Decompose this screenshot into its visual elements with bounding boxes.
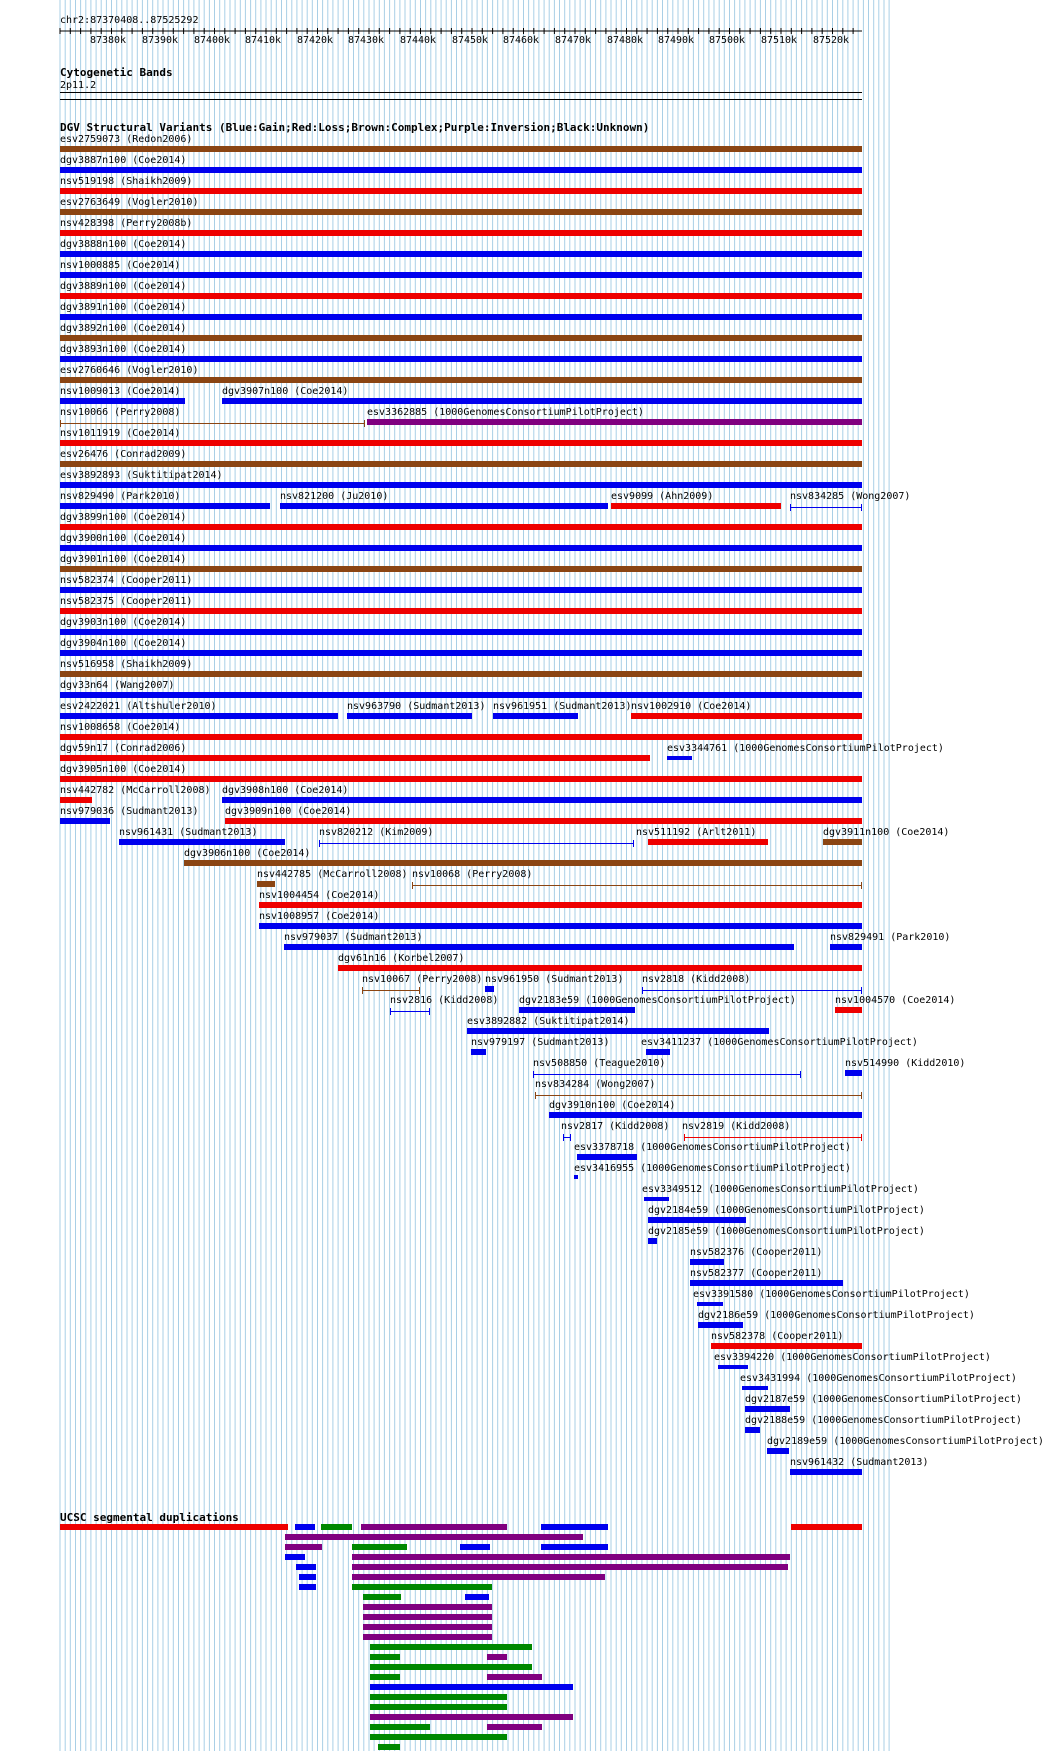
variant-label[interactable]: nsv829491 (Park2010): [830, 932, 951, 943]
variant-label[interactable]: dgv3911n100 (Coe2014): [823, 827, 950, 838]
variant-label[interactable]: esv26476 (Conrad2009): [60, 449, 187, 460]
variant-bar[interactable]: [60, 398, 185, 404]
segdup-bar[interactable]: [541, 1544, 608, 1550]
variant-label[interactable]: nsv2818 (Kidd2008): [642, 974, 751, 985]
variant-bar[interactable]: [648, 839, 768, 845]
variant-bar[interactable]: [60, 230, 862, 236]
variant-bar[interactable]: [60, 146, 862, 152]
variant-bar[interactable]: [60, 423, 365, 424]
variant-bar[interactable]: [60, 713, 338, 719]
variant-bar[interactable]: [60, 503, 270, 509]
variant-label[interactable]: esv2759073 (Redon2006): [60, 134, 193, 145]
variant-bar[interactable]: [60, 293, 862, 299]
variant-label[interactable]: esv9099 (Ahn2009): [611, 491, 714, 502]
variant-label[interactable]: nsv961951 (Sudmant2013): [493, 701, 632, 712]
segdup-bar[interactable]: [352, 1564, 788, 1570]
segdup-bar[interactable]: [361, 1524, 507, 1530]
variant-bar[interactable]: [222, 797, 862, 803]
variant-bar[interactable]: [631, 713, 862, 719]
segdup-bar[interactable]: [378, 1744, 400, 1750]
ruler-tick-label: 87400k: [193, 35, 231, 46]
variant-bar[interactable]: [648, 1217, 746, 1223]
variant-label[interactable]: esv3411237 (1000GenomesConsortiumPilotProject): [641, 1037, 918, 1048]
variant-bar-end: [861, 1092, 862, 1099]
variant-bar[interactable]: [642, 990, 862, 991]
variant-bar[interactable]: [259, 923, 862, 929]
variant-label[interactable]: dgv61n16 (Korbel2007): [338, 953, 465, 964]
variant-label[interactable]: nsv582374 (Cooper2011): [60, 575, 193, 586]
variant-label[interactable]: nsv1000885 (Coe2014): [60, 260, 181, 271]
variant-label[interactable]: nsv516958 (Shaikh2009): [60, 659, 193, 670]
variant-label[interactable]: dgv2185e59 (1000GenomesConsortiumPilotProject): [648, 1226, 925, 1237]
variant-bar-end: [684, 1134, 685, 1141]
ruler-tick-label: 87390k: [141, 35, 179, 46]
variant-bar[interactable]: [790, 507, 862, 508]
variant-bar[interactable]: [745, 1427, 760, 1433]
variant-bar[interactable]: [60, 608, 862, 614]
variant-bar[interactable]: [471, 1049, 486, 1055]
variant-bar[interactable]: [60, 671, 862, 677]
variant-bar[interactable]: [60, 314, 862, 320]
segdup-bar[interactable]: [60, 1524, 288, 1530]
variant-label[interactable]: nsv2816 (Kidd2008): [390, 995, 499, 1006]
variant-label[interactable]: nsv979036 (Sudmant2013): [60, 806, 199, 817]
variant-label[interactable]: dgv59n17 (Conrad2006): [60, 743, 187, 754]
variant-bar-end: [364, 420, 365, 427]
variant-label[interactable]: dgv3887n100 (Coe2014): [60, 155, 187, 166]
variant-bar[interactable]: [60, 629, 862, 635]
variant-bar[interactable]: [467, 1028, 769, 1034]
variant-label[interactable]: nsv1002910 (Coe2014): [631, 701, 752, 712]
variant-bar[interactable]: [60, 650, 862, 656]
variant-label[interactable]: nsv442785 (McCarroll2008): [257, 869, 408, 880]
variant-label[interactable]: nsv514990 (Kidd2010): [845, 1058, 966, 1069]
variant-label[interactable]: esv3362885 (1000GenomesConsortiumPilotProject): [367, 407, 644, 418]
variant-label[interactable]: nsv582375 (Cooper2011): [60, 596, 193, 607]
variant-label[interactable]: esv3349512 (1000GenomesConsortiumPilotProject): [642, 1184, 919, 1195]
variant-bar[interactable]: [60, 692, 862, 698]
variant-bar[interactable]: [611, 503, 781, 509]
variant-label[interactable]: esv3391580 (1000GenomesConsortiumPilotProject): [693, 1289, 970, 1300]
variant-label[interactable]: nsv1011919 (Coe2014): [60, 428, 181, 439]
variant-bar-end: [319, 840, 320, 847]
variant-label[interactable]: dgv2189e59 (1000GenomesConsortiumPilotProject): [767, 1436, 1044, 1447]
variant-bar[interactable]: [644, 1197, 669, 1201]
variant-bar[interactable]: [60, 566, 862, 572]
variant-label[interactable]: nsv582376 (Cooper2011): [690, 1247, 823, 1258]
segdup-bar[interactable]: [363, 1604, 492, 1610]
variant-bar[interactable]: [60, 209, 862, 215]
variant-bar[interactable]: [60, 167, 862, 173]
variant-label[interactable]: nsv821200 (Ju2010): [280, 491, 389, 502]
segdup-bar[interactable]: [487, 1724, 542, 1730]
variant-label[interactable]: esv3378718 (1000GenomesConsortiumPilotProject): [574, 1142, 851, 1153]
segdup-bar[interactable]: [295, 1524, 315, 1530]
variant-bar-end: [861, 987, 862, 994]
segdup-bar[interactable]: [541, 1524, 608, 1530]
variant-bar[interactable]: [60, 734, 862, 740]
variant-bar[interactable]: [535, 1095, 862, 1096]
variant-bar[interactable]: [60, 587, 862, 593]
variant-bar-end: [412, 882, 413, 889]
variant-label[interactable]: nsv1008658 (Coe2014): [60, 722, 181, 733]
ruler-tick-label: 87480k: [606, 35, 644, 46]
variant-label[interactable]: nsv2817 (Kidd2008): [561, 1121, 670, 1132]
segdup-bar[interactable]: [285, 1534, 583, 1540]
variant-label[interactable]: dgv3905n100 (Coe2014): [60, 764, 187, 775]
variant-bar[interactable]: [284, 944, 794, 950]
variant-label[interactable]: dgv3888n100 (Coe2014): [60, 239, 187, 250]
variant-bar[interactable]: [574, 1175, 578, 1179]
variant-bar[interactable]: [119, 839, 285, 845]
variant-bar-end: [790, 504, 791, 511]
variant-label[interactable]: nsv519198 (Shaikh2009): [60, 176, 193, 187]
variant-bar-end: [563, 1134, 564, 1141]
variant-label[interactable]: esv3892882 (Suktitipat2014): [467, 1016, 630, 1027]
variant-label[interactable]: nsv582378 (Cooper2011): [711, 1331, 844, 1342]
variant-bar-end: [642, 987, 643, 994]
segdup-bar[interactable]: [370, 1704, 507, 1710]
variant-bar[interactable]: [684, 1137, 862, 1138]
ruler-tick-label: 87440k: [399, 35, 437, 46]
segdup-bar[interactable]: [370, 1734, 507, 1740]
variant-bar[interactable]: [184, 860, 862, 866]
ruler-tick-label: 87490k: [657, 35, 695, 46]
variant-label[interactable]: nsv829490 (Park2010): [60, 491, 181, 502]
variant-bar-end: [533, 1071, 534, 1078]
variant-bar[interactable]: [519, 1007, 635, 1013]
variant-label[interactable]: dgv2183e59 (1000GenomesConsortiumPilotProject): [519, 995, 796, 1006]
segdup-bar[interactable]: [352, 1554, 790, 1560]
variant-bar-end: [570, 1134, 571, 1141]
variant-bar[interactable]: [60, 818, 110, 824]
segdup-bar[interactable]: [352, 1574, 605, 1580]
segdup-bar[interactable]: [465, 1594, 489, 1600]
ruler-tick-label: 87410k: [244, 35, 282, 46]
variant-label[interactable]: dgv3904n100 (Coe2014): [60, 638, 187, 649]
variant-label[interactable]: nsv961950 (Sudmant2013): [485, 974, 624, 985]
variant-bar[interactable]: [698, 1322, 743, 1328]
variant-bar[interactable]: [60, 776, 862, 782]
variant-bar[interactable]: [823, 839, 862, 845]
variant-bar[interactable]: [835, 1007, 862, 1013]
ruler-tick-label: 87420k: [296, 35, 334, 46]
variant-bar-end: [861, 882, 862, 889]
variant-bar[interactable]: [845, 1070, 862, 1076]
segdup-bar[interactable]: [370, 1644, 532, 1650]
variant-bar[interactable]: [60, 524, 862, 530]
variant-bar[interactable]: [711, 1343, 862, 1349]
variant-label[interactable]: nsv442782 (McCarroll2008): [60, 785, 211, 796]
variant-label[interactable]: dgv3906n100 (Coe2014): [184, 848, 311, 859]
variant-label[interactable]: esv2763649 (Vogler2010): [60, 197, 199, 208]
variant-bar[interactable]: [225, 818, 862, 824]
variant-label[interactable]: dgv2187e59 (1000GenomesConsortiumPilotProject): [745, 1394, 1022, 1405]
variant-bar-end: [362, 987, 363, 994]
variant-bar[interactable]: [60, 545, 862, 551]
ruler-tick-label: 87500k: [708, 35, 746, 46]
ruler-tick-label: 87430k: [347, 35, 385, 46]
variant-label[interactable]: nsv961432 (Sudmant2013): [790, 1457, 929, 1468]
variant-label[interactable]: nsv1009013 (Coe2014): [60, 386, 181, 397]
segdup-bar[interactable]: [370, 1664, 532, 1670]
ruler-tick-label: 87380k: [89, 35, 127, 46]
variant-bar[interactable]: [280, 503, 608, 509]
variant-bar[interactable]: [690, 1280, 843, 1286]
variant-label[interactable]: nsv1004454 (Coe2014): [259, 890, 380, 901]
variant-bar[interactable]: [257, 881, 275, 887]
variant-bar[interactable]: [830, 944, 862, 950]
variant-label[interactable]: dgv3908n100 (Coe2014): [222, 785, 349, 796]
variant-label[interactable]: dgv3907n100 (Coe2014): [222, 386, 349, 397]
variant-label[interactable]: nsv820212 (Kim2009): [319, 827, 434, 838]
segdup-bar[interactable]: [363, 1594, 401, 1600]
segdup-bar[interactable]: [460, 1544, 490, 1550]
variant-label[interactable]: dgv3892n100 (Coe2014): [60, 323, 187, 334]
variant-label[interactable]: dgv3899n100 (Coe2014): [60, 512, 187, 523]
variant-label[interactable]: dgv3893n100 (Coe2014): [60, 344, 187, 355]
segdup-bar[interactable]: [363, 1624, 492, 1630]
segdup-bar[interactable]: [321, 1524, 352, 1530]
variant-bar[interactable]: [60, 440, 862, 446]
segdup-track-title: UCSC segmental duplications: [60, 1511, 239, 1524]
variant-bar[interactable]: [767, 1448, 789, 1454]
variant-bar[interactable]: [60, 797, 92, 803]
ruler-position-label: chr2:87370408..87525292: [60, 15, 199, 26]
variant-bar[interactable]: [549, 1112, 862, 1118]
segdup-bar[interactable]: [285, 1544, 322, 1550]
variant-bar[interactable]: [60, 482, 862, 488]
variant-bar[interactable]: [493, 713, 578, 719]
variant-label[interactable]: esv2422021 (Altshuler2010): [60, 701, 217, 712]
variant-label[interactable]: dgv33n64 (Wang2007): [60, 680, 175, 691]
ruler-tick-label: 87460k: [502, 35, 540, 46]
variant-bar[interactable]: [533, 1074, 801, 1075]
segdup-bar[interactable]: [363, 1614, 492, 1620]
variant-bar[interactable]: [60, 272, 862, 278]
variant-label[interactable]: dgv2188e59 (1000GenomesConsortiumPilotProject): [745, 1415, 1022, 1426]
variant-bar[interactable]: [412, 885, 862, 886]
variant-label[interactable]: esv2760646 (Vogler2010): [60, 365, 199, 376]
variant-label[interactable]: dgv3903n100 (Coe2014): [60, 617, 187, 628]
ruler-tick-label: 87510k: [760, 35, 798, 46]
variant-label[interactable]: nsv979197 (Sudmant2013): [471, 1037, 610, 1048]
variant-bar[interactable]: [60, 755, 650, 761]
variant-bar[interactable]: [745, 1406, 790, 1412]
variant-bar-end: [390, 1008, 391, 1015]
ruler-tick-label: 87450k: [451, 35, 489, 46]
variant-bar[interactable]: [390, 1011, 430, 1012]
variant-label[interactable]: nsv508850 (Teague2010): [533, 1058, 666, 1069]
variant-bar[interactable]: [577, 1154, 637, 1160]
variant-label[interactable]: nsv834284 (Wong2007): [535, 1079, 656, 1090]
segdup-bar[interactable]: [370, 1674, 400, 1680]
variant-label[interactable]: nsv582377 (Cooper2011): [690, 1268, 823, 1279]
variant-label[interactable]: dgv2186e59 (1000GenomesConsortiumPilotProject): [698, 1310, 975, 1321]
variant-label[interactable]: nsv961431 (Sudmant2013): [119, 827, 258, 838]
variant-label[interactable]: nsv963790 (Sudmant2013): [347, 701, 486, 712]
ruler-tick-label: 87470k: [554, 35, 592, 46]
segdup-bar[interactable]: [352, 1544, 407, 1550]
variant-label[interactable]: nsv834285 (Wong2007): [790, 491, 911, 502]
segdup-bar[interactable]: [370, 1654, 400, 1660]
segdup-bar[interactable]: [370, 1724, 430, 1730]
variant-bar[interactable]: [319, 843, 634, 844]
variant-bar-end: [419, 987, 420, 994]
variant-bar[interactable]: [60, 335, 862, 341]
ruler-tick-label: 87520k: [812, 35, 850, 46]
variant-label[interactable]: nsv511192 (Arlt2011): [636, 827, 757, 838]
variant-label[interactable]: nsv1004570 (Coe2014): [835, 995, 956, 1006]
segdup-bar[interactable]: [296, 1564, 316, 1570]
segdup-bar[interactable]: [352, 1584, 492, 1590]
variant-label[interactable]: esv3431994 (1000GenomesConsortiumPilotProject): [740, 1373, 1017, 1384]
segdup-bar[interactable]: [487, 1654, 507, 1660]
variant-bar[interactable]: [648, 1238, 657, 1244]
variant-bar[interactable]: [347, 713, 472, 719]
variant-bar[interactable]: [60, 461, 862, 467]
variant-bar-end: [429, 1008, 430, 1015]
variant-label[interactable]: nsv10068 (Perry2008): [412, 869, 533, 880]
variant-bar[interactable]: [367, 419, 862, 425]
variant-bar-end: [633, 840, 634, 847]
cytoband-label: 2p11.2: [60, 80, 97, 91]
variant-label[interactable]: dgv3891n100 (Coe2014): [60, 302, 187, 313]
variant-bar[interactable]: [362, 990, 420, 991]
variant-label[interactable]: nsv428398 (Perry2008b): [60, 218, 193, 229]
variant-bar-end: [60, 420, 61, 427]
variant-bar[interactable]: [697, 1302, 723, 1306]
variant-label[interactable]: esv3892893 (Suktitipat2014): [60, 470, 223, 481]
variant-bar[interactable]: [718, 1365, 748, 1369]
variant-bar[interactable]: [60, 188, 862, 194]
variant-bar[interactable]: [222, 398, 862, 404]
variant-label[interactable]: nsv979037 (Sudmant2013): [284, 932, 423, 943]
variant-bar[interactable]: [60, 251, 862, 257]
dgv-track-title: DGV Structural Variants (Blue:Gain;Red:Loss;Brown:Complex;Purple:Inversion;Black:Unknown): [60, 121, 650, 134]
variant-label[interactable]: dgv3900n100 (Coe2014): [60, 533, 187, 544]
segdup-bar[interactable]: [299, 1574, 316, 1580]
variant-label[interactable]: nsv10066 (Perry2008): [60, 407, 181, 418]
segdup-bar[interactable]: [370, 1694, 507, 1700]
variant-bar[interactable]: [485, 986, 494, 992]
cytoband-track-title: Cytogenetic Bands: [60, 66, 173, 79]
variant-label[interactable]: nsv2819 (Kidd2008): [682, 1121, 791, 1132]
variant-bar[interactable]: [338, 965, 862, 971]
segdup-bar[interactable]: [791, 1524, 862, 1530]
segdup-bar[interactable]: [363, 1634, 492, 1640]
variant-bar[interactable]: [742, 1386, 768, 1390]
variant-bar-end: [535, 1092, 536, 1099]
variant-bar[interactable]: [646, 1049, 670, 1055]
variant-label[interactable]: dgv3901n100 (Coe2014): [60, 554, 187, 565]
variant-label[interactable]: dgv3910n100 (Coe2014): [549, 1100, 676, 1111]
variant-bar[interactable]: [259, 902, 862, 908]
variant-bar[interactable]: [790, 1469, 862, 1475]
variant-label[interactable]: nsv10067 (Perry2008): [362, 974, 483, 985]
segdup-bar[interactable]: [299, 1584, 316, 1590]
variant-bar[interactable]: [60, 377, 862, 383]
variant-bar-end: [800, 1071, 801, 1078]
segdup-bar[interactable]: [370, 1714, 573, 1720]
variant-bar[interactable]: [690, 1259, 724, 1265]
variant-label[interactable]: esv3416955 (1000GenomesConsortiumPilotProject): [574, 1163, 851, 1174]
variant-bar[interactable]: [667, 756, 692, 760]
variant-bar-end: [861, 504, 862, 511]
variant-label[interactable]: dgv2184e59 (1000GenomesConsortiumPilotProject): [648, 1205, 925, 1216]
segdup-bar[interactable]: [370, 1684, 573, 1690]
variant-label[interactable]: dgv3889n100 (Coe2014): [60, 281, 187, 292]
variant-label[interactable]: esv3344761 (1000GenomesConsortiumPilotProject): [667, 743, 944, 754]
variant-label[interactable]: dgv3909n100 (Coe2014): [225, 806, 352, 817]
segdup-bar[interactable]: [487, 1674, 542, 1680]
variant-bar-end: [861, 1134, 862, 1141]
variant-label[interactable]: nsv1008957 (Coe2014): [259, 911, 380, 922]
variant-label[interactable]: esv3394220 (1000GenomesConsortiumPilotProject): [714, 1352, 991, 1363]
variant-bar[interactable]: [60, 356, 862, 362]
segdup-bar[interactable]: [285, 1554, 305, 1560]
